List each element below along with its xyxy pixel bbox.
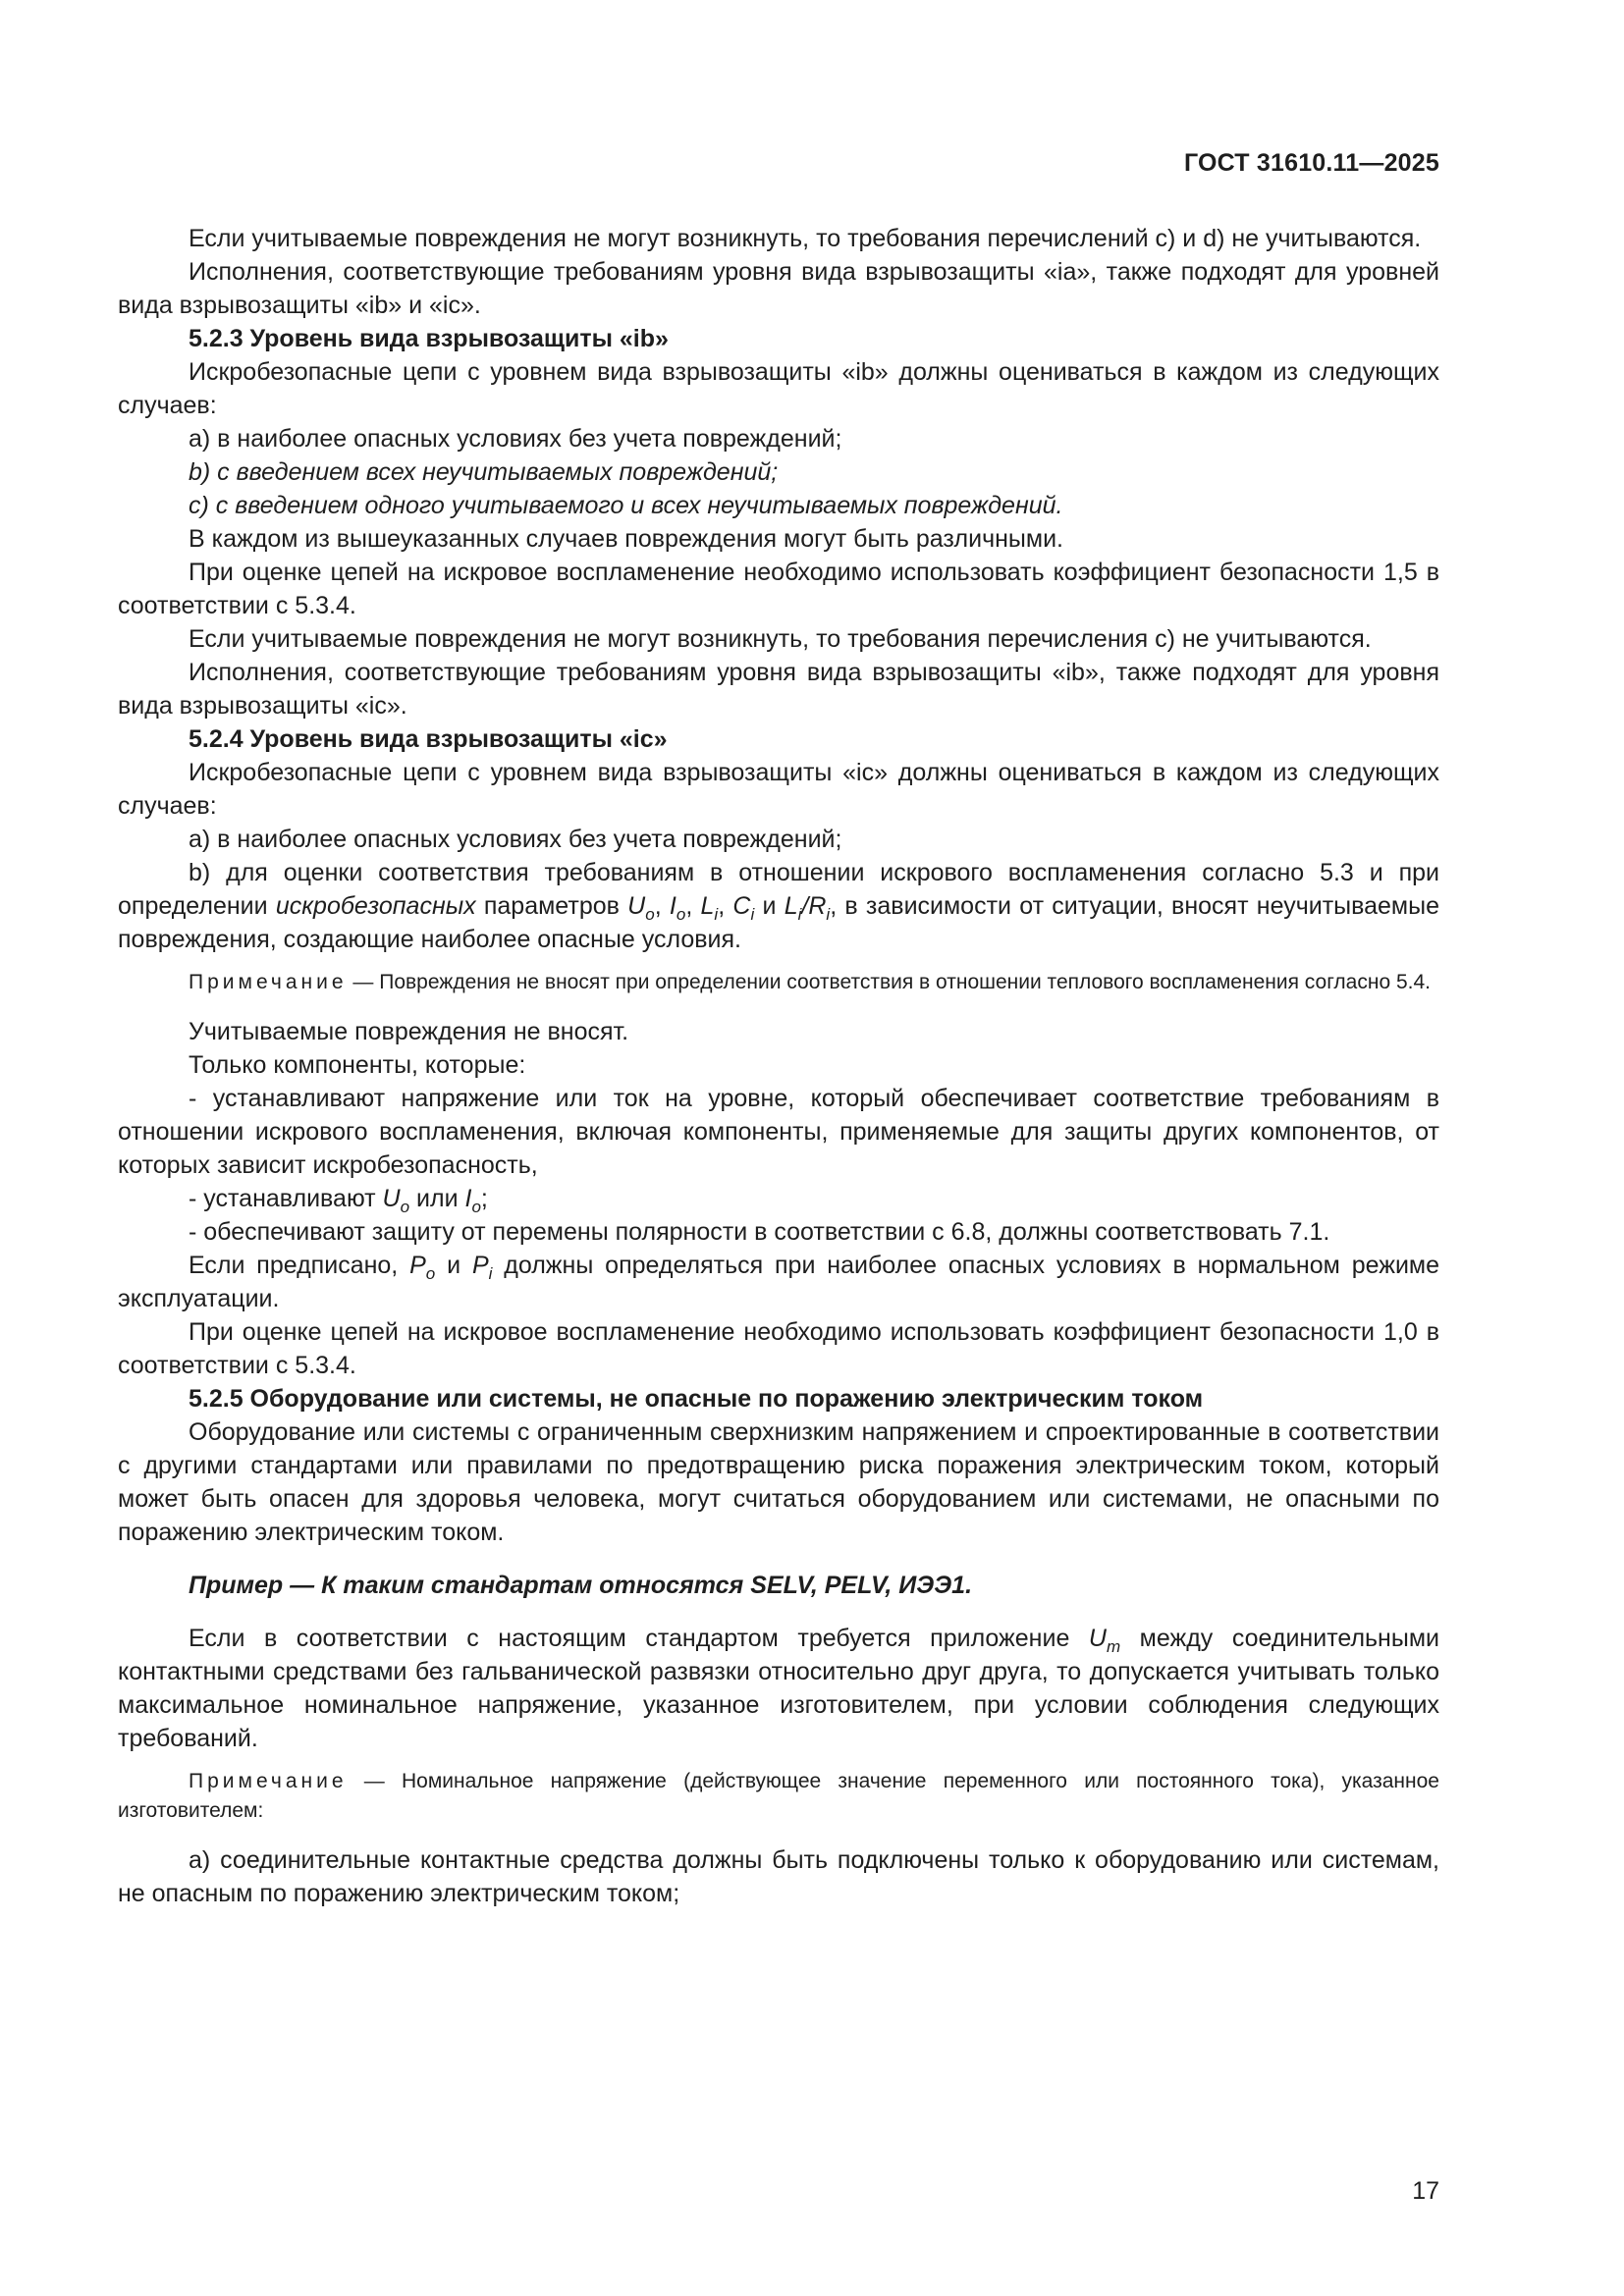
paragraph: Если в соответствии с настоящим стандартом требуется приложение $U_m$ между соединительными контактными средствами без гальванической развязки относительно друг друга, то допускается учитывать только максимальное номинальное напряжение, указанное изготовителем, при условии соблюдения следующих требований. [118, 1625, 1439, 1752]
list-item: c) с введением одного учитываемого и всех неучитываемых повреждений. [189, 492, 1063, 519]
param-li-ri: $L_i/R_i$ [784, 892, 831, 924]
note: Примечание — Номинальное напряжение (действующее значение переменного или постоянного тока), указанное изготовителем: [118, 1770, 1439, 1822]
list-item: b) с введением всех неучитываемых повреждений; [189, 458, 779, 486]
list-item: a) в наиболее опасных условиях без учета повреждений; [189, 826, 842, 853]
note: Примечание — Повреждения не вносят при определении соответствия в отношении теплового воспламенения согласно 5.4. [189, 971, 1431, 993]
param-li: $L_i$ [700, 892, 719, 924]
paragraph: Исполнения, соответствующие требованиям уровня вида взрывозащиты «ib», также подходят для уровня вида взрывозащиты «ic». [118, 659, 1439, 720]
dash-item: - устанавливают напряжение или ток на уровне, который обеспечивает соответствие требованиям в отношении искрового воспламенения, включая компоненты, применяемые для защиты других компонентов, от которых зависит искробезопасность, [118, 1085, 1439, 1179]
dash-item: - обеспечивают защиту от перемены полярности в соответствии с 6.8, должны соответствовать 7.1. [189, 1218, 1330, 1246]
list-item: b) для оценки соответствия требованиям в отношении искрового воспламенения согласно 5.3 и при определении искробезопасных параметров $U_o$, $I_o$, $L_i$, $C_i$ и $L_i/R_i$, в зависимости от ситуации, вносят неучитываемые повреждения, создающие наиболее опасные условия. [118, 859, 1439, 953]
paragraph: Исполнения, соответствующие требованиям уровня вида взрывозащиты «ia», также подходят для уровней вида взрывозащиты «ib» и «ic». [118, 258, 1439, 319]
page-content [118, 222, 1439, 1910]
param-uo: $U_o$ [382, 1185, 410, 1216]
standard-code: ГОСТ 31610.11—2025 [1183, 149, 1439, 177]
param-io: $I_o$ [669, 892, 686, 924]
note-label: Примечание [189, 1770, 348, 1792]
paragraph: Если предписано, $P_o$ и $P_i$ должны определяться при наиболее опасных условиях в нормальном режиме эксплуатации. [118, 1252, 1439, 1312]
param-pi: $P_i$ [471, 1252, 493, 1283]
example: Пример — К таким стандартам относятся SELV, PELV, ИЭЭ1. [189, 1572, 973, 1599]
param-ci: $C_i$ [732, 892, 755, 924]
param-po: $P_o$ [409, 1252, 436, 1283]
paragraph: Искробезопасные цепи с уровнем вида взрывозащиты «ic» должны оцениваться в каждом из следующих случаев: [118, 759, 1439, 820]
section-heading-5-2-3: 5.2.3 Уровень вида взрывозащиты «ib» [189, 325, 669, 352]
paragraph: Оборудование или системы с ограниченным сверхнизким напряжением и спроектированные в соответствии с другими стандартами или правилами по предотвращению риска поражения электрическим током, который может быть опасен для здоровья человека, могут считаться оборудованием или системами, не опасными по поражению электрическим током. [118, 1418, 1439, 1546]
dash-item: - устанавливают $U_o$ или $I_o$; [189, 1185, 488, 1216]
paragraph: Если учитываемые повреждения не могут возникнуть, то требования перечислений c) и d) не учитываются. [189, 225, 1422, 252]
param-um: $U_m$ [1088, 1625, 1121, 1656]
paragraph: В каждом из вышеуказанных случаев повреждения могут быть различными. [189, 525, 1064, 553]
section-heading-5-2-5: 5.2.5 Оборудование или системы, не опасные по поражению электрическим током [189, 1385, 1204, 1413]
page-number: 17 [1412, 2177, 1439, 2205]
note-label: Примечание [189, 971, 348, 993]
section-heading-5-2-4: 5.2.4 Уровень вида взрывозащиты «ic» [189, 725, 668, 753]
paragraph: При оценке цепей на искровое воспламенение необходимо использовать коэффициент безопасности 1,5 в соответствии с 5.3.4. [118, 559, 1439, 619]
list-item: a) соединительные контактные средства должны быть подключены только к оборудованию или системам, не опасным по поражению электрическим током; [118, 1846, 1439, 1907]
paragraph: Только компоненты, которые: [189, 1051, 526, 1079]
paragraph: Учитываемые повреждения не вносят. [189, 1018, 629, 1045]
paragraph: Если учитываемые повреждения не могут возникнуть, то требования перечисления c) не учитываются. [189, 625, 1372, 653]
list-item: a) в наиболее опасных условиях без учета повреждений; [189, 425, 842, 453]
paragraph: При оценке цепей на искровое воспламенение необходимо использовать коэффициент безопасности 1,0 в соответствии с 5.3.4. [118, 1318, 1439, 1379]
param-io: $I_o$ [464, 1185, 481, 1216]
paragraph: Искробезопасные цепи с уровнем вида взрывозащиты «ib» должны оцениваться в каждом из следующих случаев: [118, 358, 1439, 419]
param-uo: $U_o$ [627, 892, 655, 924]
